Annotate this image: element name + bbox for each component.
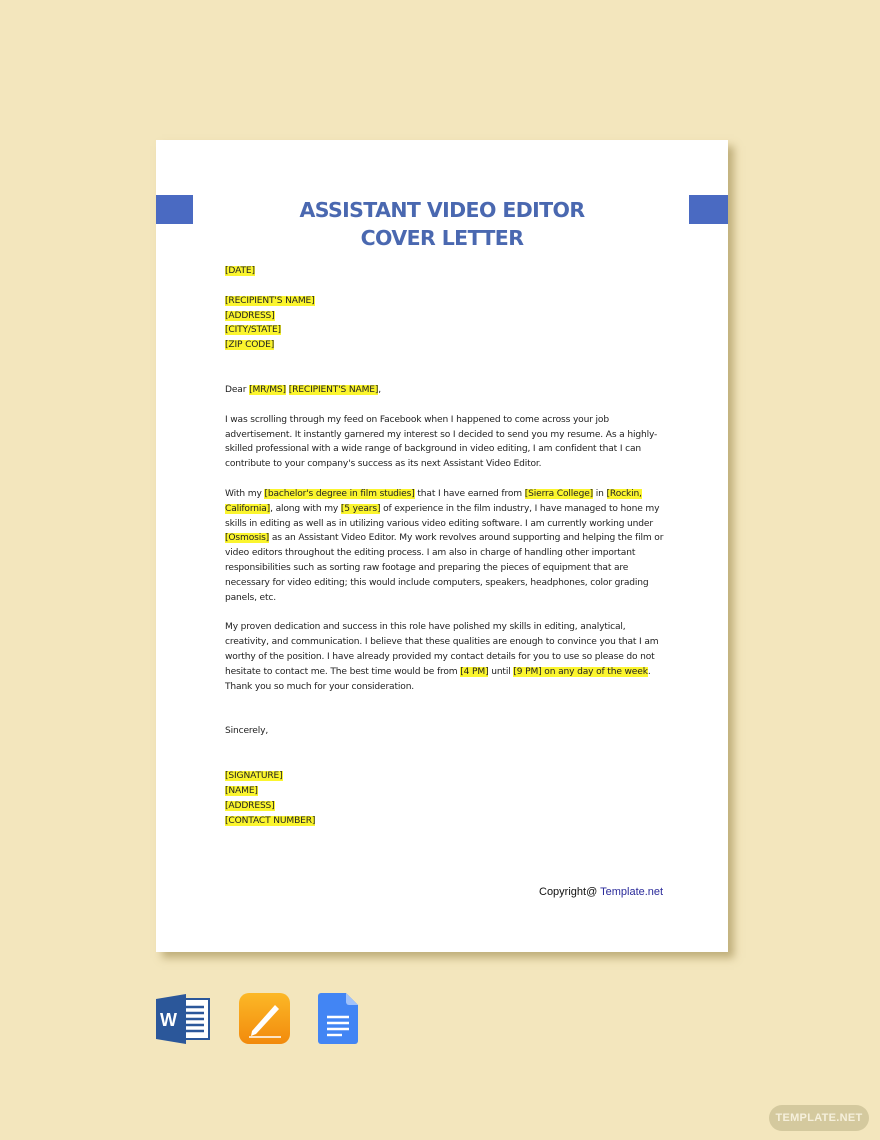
start-time-placeholder: [4 PM] bbox=[460, 666, 489, 677]
recipient-name: [RECIPIENT'S NAME] bbox=[225, 295, 315, 306]
paragraph-3: My proven dedication and success in this role have polished my skills in editing, analytical, creativity, and communication. I believe that these qualities are enough to convince you that I am worthy of the position. I have already provided my contact details for you to use so please do not hesitate to contact me. The best time would be from [4 PM] until [9 PM] on any day of the week. Thank you so much for your consideration. bbox=[225, 622, 659, 692]
svg-text:W: W bbox=[160, 1010, 177, 1030]
template-net-watermark: TEMPLATE.NET bbox=[769, 1105, 869, 1131]
paragraph-2: With my [bachelor's degree in film studies] that I have earned from [Sierra College] in [Rockin, California], along with my [5 years] of experience in the film industry, I have managed to hone my skills in editing as well as in utilizing various video editing software. I am currently working under [Osmosis] as an Assistant Video Editor. My work revolves around supporting and helping the film or video editors throughout the editing process. I am also in charge of handling other important responsibilities such as sorting raw footage and preparing the pieces of equipment that are necessary for video editing; this would include computers, speakers, headphones, color grading panels, etc. bbox=[225, 488, 664, 603]
copyright-notice: Copyright@ Template.net bbox=[539, 886, 664, 898]
sender-name: [NAME] bbox=[225, 785, 258, 796]
letter-body bbox=[225, 264, 665, 828]
cover-letter-page bbox=[156, 140, 728, 952]
sender-contact: [CONTACT NUMBER] bbox=[225, 815, 316, 826]
recipient-city-state: [CITY/STATE] bbox=[225, 325, 281, 336]
recipient-zip: [ZIP CODE] bbox=[225, 340, 275, 351]
salutation: Dear [MR/MS] [RECIPIENT'S NAME], bbox=[225, 384, 382, 395]
template-net-link[interactable]: Template.net bbox=[600, 886, 664, 898]
college-placeholder: [Sierra College] bbox=[524, 488, 594, 499]
location-placeholder: [Rockin, California] bbox=[225, 488, 642, 514]
recipient-address: [ADDRESS] bbox=[225, 310, 275, 321]
closing: Sincerely, bbox=[225, 726, 269, 737]
microsoft-word-icon[interactable] bbox=[156, 993, 210, 1050]
end-time-placeholder: [9 PM] on any day of the week bbox=[513, 666, 648, 677]
degree-placeholder: [bachelor's degree in film studies] bbox=[264, 488, 415, 499]
years-placeholder: [5 years] bbox=[340, 503, 381, 514]
document-title bbox=[156, 196, 728, 252]
title-line-2: COVER LETTER bbox=[360, 226, 524, 250]
google-docs-icon[interactable] bbox=[318, 993, 358, 1049]
apple-pages-icon[interactable] bbox=[239, 993, 290, 1049]
paragraph-1: I was scrolling through my feed on Facebook when I happened to come across your job advertisement. It instantly garnered my interest so I decided to send you my resume. As a highly-skilled professional with a wide range of background in video editing, I am confident that I can contribute to your company's success as its next Assistant Video Editor. bbox=[225, 414, 658, 470]
salutation-title: [MR/MS] bbox=[249, 384, 286, 395]
sender-address: [ADDRESS] bbox=[225, 800, 275, 811]
company-placeholder: [Osmosis] bbox=[225, 533, 270, 544]
signature-placeholder: [SIGNATURE] bbox=[225, 771, 283, 782]
salutation-name: [RECIPIENT'S NAME] bbox=[288, 384, 379, 395]
date-placeholder: [DATE] bbox=[225, 266, 255, 276]
title-line-1: ASSISTANT VIDEO EDITOR bbox=[299, 198, 585, 222]
